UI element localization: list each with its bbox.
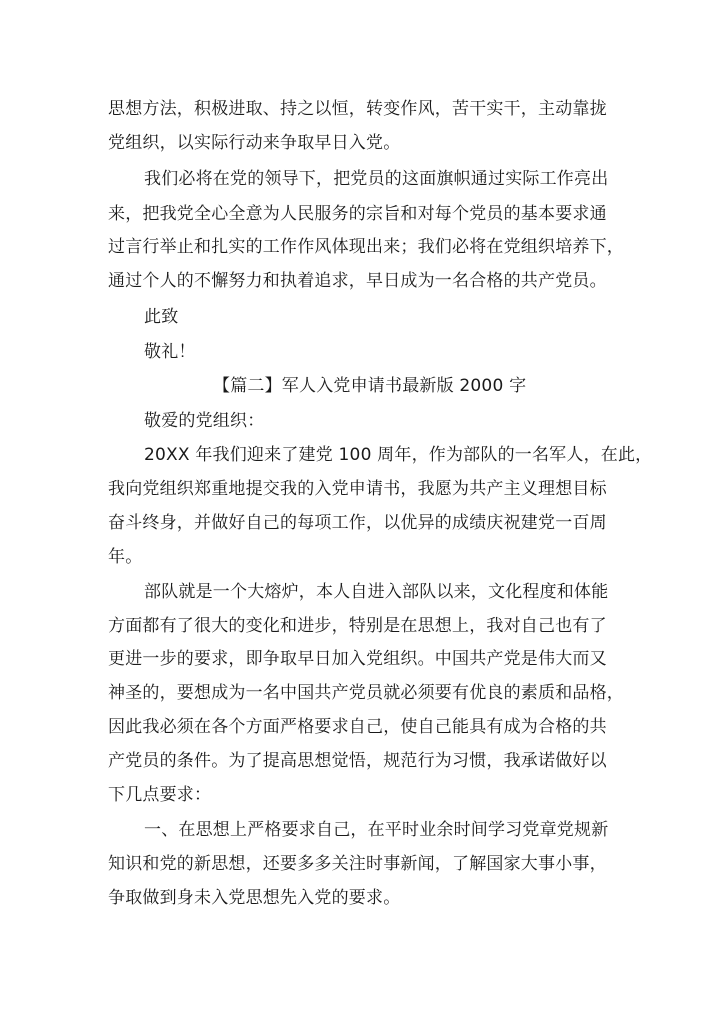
greeting: 敬爱的党组织： <box>144 411 265 431</box>
closing-salutation: 敬礼！ <box>144 342 196 362</box>
paragraph-line: 过言行举止和扎实的工作作风体现出来；我们必将在党组织培养下， <box>108 237 624 257</box>
paragraph-line: 我们必将在党的领导下，把党员的这面旗帜通过实际工作亮出 <box>144 169 609 189</box>
paragraph-line: 部队就是一个大熔炉，本人自进入部队以来，文化程度和体能 <box>144 582 609 602</box>
paragraph-line: 产党员的条件。为了提高思想觉悟，规范行为习惯，我承诺做好以 <box>108 751 607 771</box>
paragraph-line: 因此我必须在各个方面严格要求自己，使自己能具有成为合格的共 <box>108 717 607 737</box>
paragraph-line: 方面都有了很大的变化和进步，特别是在思想上，我对自己也有了 <box>108 616 607 636</box>
paragraph-line: 思想方法，积极进取、持之以恒，转变作风，苦干实干，主动靠拢 <box>108 99 607 119</box>
paragraph-line: 争取做到身未入党思想先入党的要求。 <box>108 888 401 908</box>
paragraph-line: 知识和党的新思想，还要多多关注时事新闻，了解国家大事小事， <box>108 854 607 874</box>
paragraph-line: 下几点要求： <box>108 785 212 805</box>
paragraph-line: 奋斗终身，并做好自己的每项工作，以优异的成绩庆祝建党一百周 <box>108 513 607 533</box>
closing-salutation: 此致 <box>144 307 179 327</box>
paragraph-line: 20XX 年我们迎来了建党 100 周年，作为部队的一名军人，在此， <box>144 445 653 465</box>
paragraph-line: 神圣的，要想成为一名中国共产党员就必须要有优良的素质和品格， <box>108 683 624 703</box>
paragraph-line: 年。 <box>108 547 143 567</box>
paragraph-line: 一、在思想上严格要求自己，在平时业余时间学习党章党规新 <box>144 820 609 840</box>
paragraph-line: 来，把我党全心全意为人民服务的宗旨和对每个党员的基本要求通 <box>108 204 607 224</box>
paragraph-line: 我向党组织郑重地提交我的入党申请书，我愿为共产主义理想目标 <box>108 479 607 499</box>
paragraph-line: 党组织，以实际行动来争取早日入党。 <box>108 133 401 153</box>
section-title: 【篇二】军人入党申请书最新版 2000 字 <box>213 376 527 396</box>
paragraph-line: 更进一步的要求，即争取早日加入党组织。中国共产党是伟大而又 <box>108 649 607 669</box>
paragraph-line: 通过个人的不懈努力和执着追求，早日成为一名合格的共产党员。 <box>108 271 607 291</box>
